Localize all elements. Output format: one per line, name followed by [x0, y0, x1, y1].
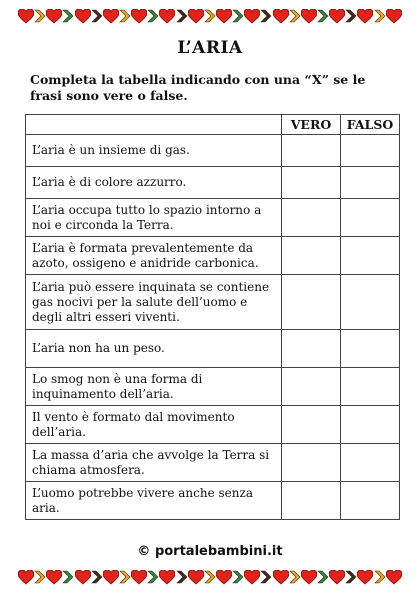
statement-cell: L’aria è di colore azzurro. — [26, 167, 282, 199]
chevron-icon — [289, 9, 301, 23]
table-row — [26, 406, 400, 444]
falso-answer-cell[interactable] — [341, 135, 400, 167]
table-row — [26, 135, 400, 167]
heart-icon — [386, 570, 402, 585]
heart-icon — [216, 570, 232, 585]
chevron-icon — [232, 570, 244, 584]
vero-answer-cell[interactable] — [282, 167, 341, 199]
heart-icon — [357, 570, 373, 585]
chevron-icon — [289, 570, 301, 584]
chevron-icon — [34, 9, 46, 23]
chevron-icon — [204, 570, 216, 584]
table-row — [26, 330, 400, 368]
heart-icon — [18, 9, 34, 24]
vero-answer-cell[interactable] — [282, 330, 341, 368]
chevron-icon — [34, 570, 46, 584]
heart-icon — [131, 9, 147, 24]
chevron-icon — [62, 9, 74, 23]
chevron-icon — [176, 570, 188, 584]
vero-answer-cell[interactable] — [282, 135, 341, 167]
heart-icon — [244, 570, 260, 585]
page-title: L’ARIA — [177, 38, 243, 58]
chevron-icon — [119, 9, 131, 23]
header-vero: VERO — [282, 115, 341, 135]
heart-icon — [131, 570, 147, 585]
chevron-icon — [317, 570, 329, 584]
top-decorative-border — [18, 5, 402, 27]
statement-cell: L’uomo potrebbe vivere anche senza aria. — [26, 482, 282, 520]
chevron-icon — [147, 570, 159, 584]
heart-icon — [216, 9, 232, 24]
heart-icon — [46, 570, 62, 585]
vero-answer-cell[interactable] — [282, 199, 341, 237]
chevron-icon — [91, 9, 103, 23]
chevron-icon — [260, 570, 272, 584]
chevron-icon — [232, 9, 244, 23]
chevron-icon — [119, 570, 131, 584]
falso-answer-cell[interactable] — [341, 167, 400, 199]
falso-answer-cell[interactable] — [341, 444, 400, 482]
table-row — [26, 444, 400, 482]
heart-icon — [159, 570, 175, 585]
header-statement — [26, 115, 282, 135]
statement-cell: L’aria occupa tutto lo spazio intorno a noi e circonda la Terra. — [26, 199, 282, 237]
statement-cell: L’aria è un insieme di gas. — [26, 135, 282, 167]
heart-icon — [75, 570, 91, 585]
header-falso: FALSO — [341, 115, 400, 135]
chevron-icon — [260, 9, 272, 23]
heart-icon — [329, 570, 345, 585]
table-header-row — [26, 115, 400, 135]
statement-cell: Lo smog non è una forma di inquinamento dell’aria. — [26, 368, 282, 406]
statement-cell: L’aria può essere inquinata se contiene gas nocivi per la salute dell’uomo e degli altri esseri viventi. — [26, 275, 282, 330]
statement-cell: L’aria non ha un peso. — [26, 330, 282, 368]
heart-icon — [301, 9, 317, 24]
vero-answer-cell[interactable] — [282, 368, 341, 406]
vero-answer-cell[interactable] — [282, 406, 341, 444]
falso-answer-cell[interactable] — [341, 199, 400, 237]
falso-answer-cell[interactable] — [341, 482, 400, 520]
table-row — [26, 275, 400, 330]
heart-icon — [329, 9, 345, 24]
chevron-icon — [91, 570, 103, 584]
heart-icon — [273, 570, 289, 585]
chevron-icon — [204, 9, 216, 23]
true-false-table — [25, 114, 400, 520]
chevron-icon — [147, 9, 159, 23]
heart-icon — [18, 570, 34, 585]
falso-answer-cell[interactable] — [341, 330, 400, 368]
heart-icon — [301, 570, 317, 585]
heart-icon — [103, 9, 119, 24]
statement-cell: La massa d’aria che avvolge la Terra si chiama atmosfera. — [26, 444, 282, 482]
table-row — [26, 167, 400, 199]
vero-answer-cell[interactable] — [282, 444, 341, 482]
vero-answer-cell[interactable] — [282, 237, 341, 275]
chevron-icon — [374, 570, 386, 584]
heart-icon — [244, 9, 260, 24]
table-row — [26, 199, 400, 237]
chevron-icon — [176, 9, 188, 23]
chevron-icon — [374, 9, 386, 23]
bottom-decorative-border — [18, 566, 402, 588]
chevron-icon — [62, 570, 74, 584]
chevron-icon — [345, 570, 357, 584]
heart-icon — [188, 9, 204, 24]
table-row — [26, 482, 400, 520]
vero-answer-cell[interactable] — [282, 482, 341, 520]
falso-answer-cell[interactable] — [341, 275, 400, 330]
statement-cell: Il vento è formato dal movimento dell’aria. — [26, 406, 282, 444]
chevron-icon — [317, 9, 329, 23]
footer-copyright: © portalebambini.it — [137, 544, 283, 559]
heart-icon — [273, 9, 289, 24]
falso-answer-cell[interactable] — [341, 368, 400, 406]
heart-icon — [188, 570, 204, 585]
heart-icon — [357, 9, 373, 24]
vero-answer-cell[interactable] — [282, 275, 341, 330]
heart-icon — [159, 9, 175, 24]
table-row — [26, 237, 400, 275]
falso-answer-cell[interactable] — [341, 406, 400, 444]
table-row — [26, 368, 400, 406]
instructions-text: Completa la tabella indicando con una “X” se le frasi sono vere o false. — [30, 72, 366, 103]
heart-icon — [103, 570, 119, 585]
heart-icon — [75, 9, 91, 24]
falso-answer-cell[interactable] — [341, 237, 400, 275]
statement-cell: L’aria è formata prevalentemente da azoto, ossigeno e anidride carbonica. — [26, 237, 282, 275]
heart-icon — [46, 9, 62, 24]
heart-icon — [386, 9, 402, 24]
chevron-icon — [345, 9, 357, 23]
